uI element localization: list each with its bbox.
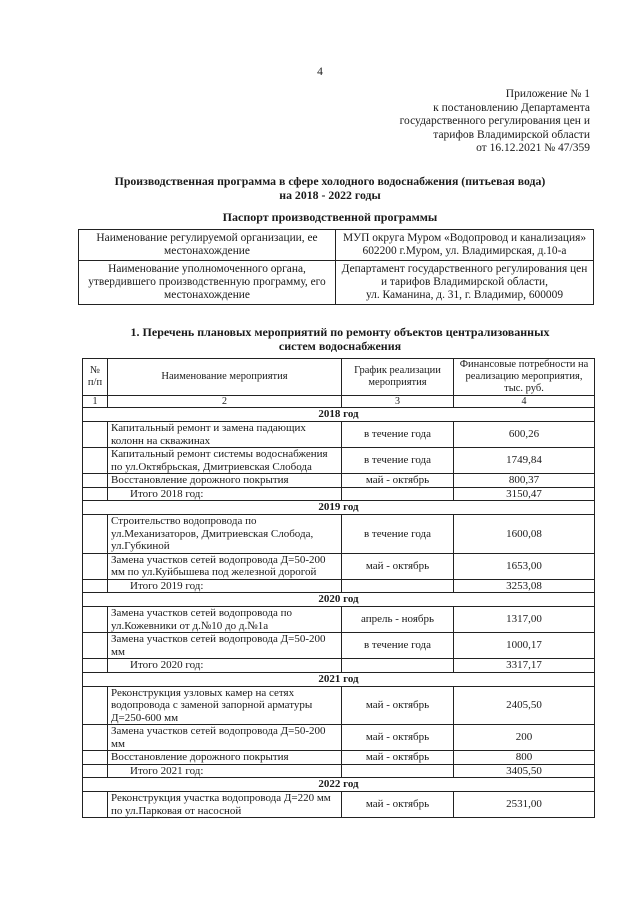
row-num bbox=[83, 515, 108, 554]
row-num bbox=[83, 607, 108, 633]
header-schedule: График реализации мероприятия bbox=[342, 359, 454, 396]
year-row bbox=[83, 778, 595, 792]
document-title bbox=[60, 175, 600, 202]
appendix-block bbox=[372, 88, 590, 156]
measure-name: Капитальный ремонт и замена падающих колонн на скважинах bbox=[108, 422, 342, 448]
measure-cost: 800 bbox=[454, 751, 595, 765]
measure-name: Строительство водопровода по ул.Механизаторов, Дмитриевская Слобода, ул.Губкиной bbox=[108, 515, 342, 554]
total-schedule bbox=[342, 579, 454, 593]
index-cell: 3 bbox=[342, 396, 454, 408]
title-line: на 2018 - 2022 годы bbox=[279, 187, 381, 202]
row-num bbox=[83, 448, 108, 474]
table-row bbox=[83, 607, 595, 633]
row-num bbox=[83, 579, 108, 593]
measure-schedule: апрель - ноябрь bbox=[342, 607, 454, 633]
year-row bbox=[83, 593, 595, 607]
table-row bbox=[83, 633, 595, 659]
total-schedule bbox=[342, 764, 454, 778]
measure-cost: 600,26 bbox=[454, 422, 595, 448]
year-label: 2018 год bbox=[83, 408, 595, 422]
passport-row bbox=[79, 261, 594, 305]
row-num bbox=[83, 659, 108, 673]
row-num bbox=[83, 487, 108, 501]
measure-name: Капитальный ремонт системы водоснабжения по ул.Октябрьская, Дмитриевская Слобода bbox=[108, 448, 342, 474]
measure-schedule: май - октябрь bbox=[342, 751, 454, 765]
table-row bbox=[83, 686, 595, 725]
index-cell: 4 bbox=[454, 396, 595, 408]
passport-value-line: ул. Каманина, д. 31, г. Владимир, 600009 bbox=[365, 289, 564, 301]
total-value: 3317,17 bbox=[454, 659, 595, 673]
measure-cost: 1600,08 bbox=[454, 515, 595, 554]
total-schedule bbox=[342, 487, 454, 501]
row-num bbox=[83, 686, 108, 725]
year-label: 2022 год bbox=[83, 778, 595, 792]
row-num bbox=[83, 764, 108, 778]
measure-schedule: в течение года bbox=[342, 515, 454, 554]
measure-name: Реконструкция узловых камер на сетях водопровода с заменой запорной арматуры Д=250-600 мм bbox=[108, 686, 342, 725]
total-row bbox=[83, 579, 595, 593]
passport-value-line: 602200 г.Муром, ул. Владимирская, д.10-а bbox=[362, 245, 567, 257]
passport-value bbox=[336, 261, 594, 305]
measure-schedule: в течение года bbox=[342, 448, 454, 474]
total-label: Итого 2019 год: bbox=[108, 579, 342, 593]
total-label: Итого 2018 год: bbox=[108, 487, 342, 501]
measure-name: Замена участков сетей водопровода по ул.Кожевники от д.№10 до д.№1а bbox=[108, 607, 342, 633]
row-num bbox=[83, 792, 108, 818]
table-index-row bbox=[83, 396, 595, 408]
measure-name: Замена участков сетей водопровода Д=50-200 мм bbox=[108, 725, 342, 751]
total-value: 3150,47 bbox=[454, 487, 595, 501]
passport-value-line: МУП округа Муром «Водопровод и канализация» bbox=[342, 232, 587, 244]
row-num bbox=[83, 751, 108, 765]
passport-value bbox=[336, 230, 594, 261]
header-name: Наименование мероприятия bbox=[108, 359, 342, 396]
table-row bbox=[83, 725, 595, 751]
total-row bbox=[83, 659, 595, 673]
section-title bbox=[100, 325, 580, 353]
appendix-line: государственного регулирования цен и bbox=[399, 115, 590, 127]
measure-schedule: май - октябрь bbox=[342, 686, 454, 725]
measure-cost: 2531,00 bbox=[454, 792, 595, 818]
passport-heading: Паспорт производственной программы bbox=[222, 210, 438, 224]
total-value: 3405,50 bbox=[454, 764, 595, 778]
table-row bbox=[83, 448, 595, 474]
row-num bbox=[83, 474, 108, 488]
table-header-row bbox=[83, 359, 595, 396]
total-schedule bbox=[342, 659, 454, 673]
header-num: № п/п bbox=[83, 359, 108, 396]
total-label: Итого 2020 год: bbox=[108, 659, 342, 673]
table-row bbox=[83, 553, 595, 579]
measure-cost: 1317,00 bbox=[454, 607, 595, 633]
index-cell: 2 bbox=[108, 396, 342, 408]
total-row bbox=[83, 487, 595, 501]
measure-name: Замена участков сетей водопровода Д=50-200 мм bbox=[108, 633, 342, 659]
measure-name: Замена участков сетей водопровода Д=50-200 мм по ул.Куйбышева под железной дорогой bbox=[108, 553, 342, 579]
measure-cost: 1000,17 bbox=[454, 633, 595, 659]
measure-cost: 2405,50 bbox=[454, 686, 595, 725]
total-row bbox=[83, 764, 595, 778]
title-line: Производственная программа в сфере холодного водоснабжения (питьевая вода) bbox=[114, 174, 546, 188]
year-label: 2020 год bbox=[83, 593, 595, 607]
index-cell: 1 bbox=[83, 396, 108, 408]
measure-name: Восстановление дорожного покрытия bbox=[108, 751, 342, 765]
appendix-line: тарифов Владимирской области bbox=[433, 128, 590, 141]
measure-cost: 800,37 bbox=[454, 474, 595, 488]
table-row bbox=[83, 474, 595, 488]
table-row bbox=[83, 792, 595, 818]
year-label: 2019 год bbox=[83, 501, 595, 515]
table-row bbox=[83, 422, 595, 448]
passport-label: Наименование уполномоченного органа, утвердившего производственную программу, его местонахождение bbox=[79, 261, 336, 305]
year-row bbox=[83, 501, 595, 515]
appendix-line: от 16.12.2021 № 47/359 bbox=[476, 142, 590, 154]
passport-value-line: Департамент государственного регулирования цен и тарифов Владимирской области, bbox=[341, 263, 588, 288]
total-label: Итого 2021 год: bbox=[108, 764, 342, 778]
measure-cost: 1653,00 bbox=[454, 553, 595, 579]
measure-schedule: май - октябрь bbox=[342, 725, 454, 751]
year-row bbox=[83, 672, 595, 686]
year-label: 2021 год bbox=[83, 672, 595, 686]
table-row bbox=[83, 515, 595, 554]
page-number: 4 bbox=[317, 66, 323, 78]
section-title-line: систем водоснабжения bbox=[278, 339, 402, 353]
section-title-line: 1. Перечень плановых мероприятий по ремонту объектов централизованных bbox=[130, 325, 550, 339]
measure-cost: 200 bbox=[454, 725, 595, 751]
measure-cost: 1749,84 bbox=[454, 448, 595, 474]
year-row bbox=[83, 408, 595, 422]
measure-name: Реконструкция участка водопровода Д=220 мм по ул.Парковая от насосной bbox=[108, 792, 342, 818]
row-num bbox=[83, 553, 108, 579]
appendix-line: к постановлению Департамента bbox=[433, 101, 590, 114]
measure-schedule: в течение года bbox=[342, 633, 454, 659]
measure-schedule: май - октябрь bbox=[342, 553, 454, 579]
row-num bbox=[83, 633, 108, 659]
passport-table bbox=[78, 229, 594, 305]
measure-schedule: в течение года bbox=[342, 422, 454, 448]
total-value: 3253,08 bbox=[454, 579, 595, 593]
passport-row bbox=[79, 230, 594, 261]
table-row bbox=[83, 751, 595, 765]
header-cost: Финансовые потребности на реализацию мероприятия, тыс. руб. bbox=[454, 359, 595, 396]
row-num bbox=[83, 725, 108, 751]
passport-label: Наименование регулируемой организации, ее местонахождение bbox=[79, 230, 336, 261]
appendix-line: Приложение № 1 bbox=[505, 88, 590, 100]
measure-schedule: май - октябрь bbox=[342, 792, 454, 818]
row-num bbox=[83, 422, 108, 448]
measures-table bbox=[82, 358, 595, 818]
measure-name: Восстановление дорожного покрытия bbox=[108, 474, 342, 488]
measure-schedule: май - октябрь bbox=[342, 474, 454, 488]
